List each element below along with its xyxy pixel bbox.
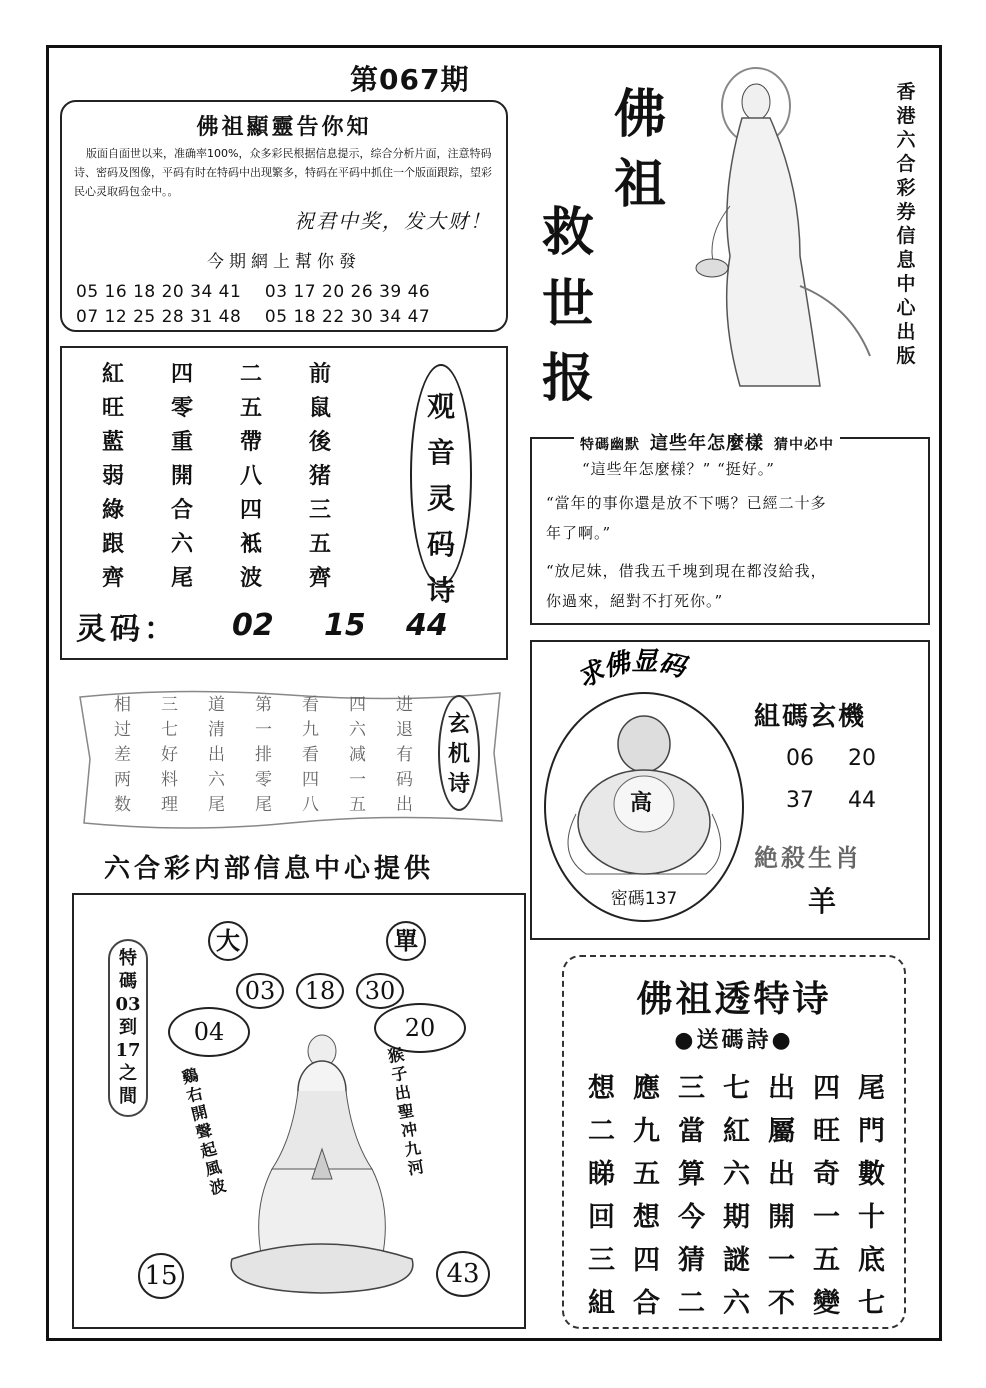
gao-char: 高 — [630, 790, 653, 816]
publisher-char: 六 — [896, 129, 916, 151]
mima-text: 密碼137 — [610, 889, 678, 909]
buddha-box — [530, 640, 930, 940]
poem-char: 重 — [171, 429, 194, 455]
tou-poem-char: 合 — [633, 1288, 660, 1319]
net-numbers-row-2: 07 12 25 28 31 48 05 18 22 30 34 47 — [76, 307, 431, 327]
poem-char: 尾 — [171, 565, 194, 591]
scroll-char: 零 — [255, 770, 272, 790]
ling-label: 灵码： — [76, 612, 178, 647]
scroll-char: 数 — [114, 795, 131, 815]
tou-poem-char: 七 — [723, 1073, 750, 1104]
vertical-char: 風 — [203, 1157, 224, 1180]
poem-title-char: 诗 — [426, 574, 455, 607]
poem-title-char: 码 — [426, 528, 455, 561]
joke-line: “當年的事你還是放不下嗎？已經二十多 — [546, 494, 827, 512]
side-left-number: 04 — [168, 1007, 250, 1057]
joke-line: 你過來，絕對不打死你。” — [546, 592, 724, 610]
scroll-char: 四 — [349, 695, 366, 715]
poem-char: 鼠 — [309, 395, 332, 421]
publisher-char: 息 — [896, 249, 916, 271]
poem-char: 齊 — [102, 565, 125, 591]
tou-poem-box — [562, 955, 906, 1329]
vertical-char: 波 — [207, 1175, 228, 1198]
tema-char: 之 — [119, 1063, 137, 1084]
scroll-char: 排 — [255, 745, 272, 765]
title-fo: 佛 — [614, 84, 667, 145]
scroll-char: 六 — [349, 720, 366, 740]
tou-poem-char: 期 — [723, 1202, 750, 1233]
zuma-number: 20 — [848, 746, 876, 771]
publisher-char: 信 — [896, 225, 916, 247]
poem-char: 六 — [171, 531, 194, 557]
guanyin-poem-grid — [102, 358, 378, 594]
scroll-char: 出 — [208, 745, 225, 765]
tou-poem-char: 尾 — [858, 1073, 885, 1104]
notice-title: 佛祖顯靈告你知 — [196, 114, 372, 140]
poem-char: 綠 — [102, 497, 125, 523]
title-zu: 祖 — [614, 154, 667, 215]
tou-poem-char: 睇 — [588, 1159, 615, 1190]
zuma-number: 06 — [786, 746, 814, 771]
scroll-char: 四 — [302, 770, 319, 790]
vertical-char: 河 — [406, 1156, 426, 1179]
top-number-circle: 03 — [236, 973, 284, 1009]
scroll-char: 出 — [396, 795, 413, 815]
poem-char: 袛 — [240, 531, 263, 557]
tou-poem-char: 六 — [723, 1159, 750, 1190]
tou-poem-title: 佛祖透特诗 — [636, 978, 832, 1020]
scroll-char: 退 — [396, 720, 413, 740]
tou-poem-char: 開 — [768, 1202, 795, 1233]
notice-box — [60, 100, 508, 332]
scroll-char: 过 — [114, 720, 131, 740]
joke-header-left: 特碼幽默 — [580, 437, 640, 453]
scroll-char: 有 — [396, 745, 413, 765]
vertical-char: 猴 — [386, 1044, 406, 1067]
tou-poem-char: 二 — [588, 1116, 615, 1147]
tou-poem-char: 十 — [858, 1202, 885, 1233]
tou-poem-char: 當 — [678, 1116, 705, 1147]
scroll-char: 六 — [208, 770, 225, 790]
poem-char: 五 — [309, 531, 332, 557]
poem-char: 五 — [240, 395, 263, 421]
bottom-left-number: 15 — [138, 1253, 184, 1299]
xuanji-title — [438, 695, 480, 811]
tou-poem-char: 今 — [678, 1202, 705, 1233]
svg-text:求佛显码 — [573, 647, 692, 694]
poem-char: 跟 — [102, 531, 125, 557]
poem-title-char: 观 — [426, 390, 455, 423]
scroll-char: 八 — [302, 795, 319, 815]
scroll-char: 两 — [114, 770, 131, 790]
tou-poem-char: 三 — [588, 1245, 615, 1276]
poem-char: 四 — [171, 361, 194, 387]
poem-title-char: 玄 — [447, 711, 470, 737]
poem-char: 齊 — [309, 565, 332, 591]
net-numbers-row-1: 05 16 18 20 34 41 03 17 20 26 39 46 — [76, 282, 431, 302]
tou-poem-char: 六 — [723, 1288, 750, 1319]
publisher-char: 中 — [896, 273, 916, 295]
tou-poem-char: 不 — [768, 1288, 795, 1319]
tou-poem-char: 屬 — [768, 1116, 795, 1147]
tou-poem-char: 謎 — [723, 1245, 750, 1276]
bottom-right-number: 43 — [436, 1251, 490, 1297]
tou-poem-char: 旺 — [813, 1116, 840, 1147]
tou-poem-char: 五 — [633, 1159, 660, 1190]
issue-number: 第067期 — [350, 63, 470, 96]
dan-circle: 單 — [386, 921, 426, 961]
ling-number: 44 — [406, 608, 448, 643]
scroll-char: 看 — [302, 695, 319, 715]
publisher-char: 出 — [896, 321, 916, 343]
poem-char: 八 — [240, 463, 263, 489]
poem-char: 帶 — [240, 429, 263, 455]
scroll-char: 第 — [255, 695, 272, 715]
publisher-char: 心 — [896, 297, 916, 319]
publisher-char: 港 — [896, 105, 916, 127]
publisher-char: 版 — [896, 345, 916, 367]
top-number-circle: 30 — [356, 973, 404, 1009]
poem-char: 二 — [240, 361, 263, 387]
publisher-text — [893, 80, 919, 368]
guanyin-image-box — [72, 893, 526, 1329]
scroll-char: 七 — [161, 720, 178, 740]
tou-poem-char: 猜 — [678, 1245, 705, 1276]
joke-line: 年了啊。” — [546, 524, 612, 542]
title-jiu: 救 — [542, 202, 595, 263]
tou-poem-char: 出 — [768, 1159, 795, 1190]
publisher-char: 合 — [896, 153, 916, 175]
guanyin-poem-box — [60, 346, 508, 660]
joke-line: “這些年怎麼樣？” “挺好。” — [582, 460, 775, 478]
poem-char: 零 — [171, 395, 194, 421]
tou-poem-char: 門 — [858, 1116, 885, 1147]
tou-poem-grid — [588, 1067, 903, 1325]
publisher-char: 券 — [896, 201, 916, 223]
poem-char: 開 — [171, 463, 194, 489]
poem-char: 旺 — [102, 395, 125, 421]
tema-char: 碼 — [119, 971, 137, 992]
notice-wish: 祝君中奖，发大财！ — [294, 209, 492, 233]
tou-poem-char: 底 — [858, 1245, 885, 1276]
poem-char: 弱 — [102, 463, 125, 489]
vertical-char: 起 — [198, 1138, 219, 1162]
scroll-char: 清 — [208, 720, 225, 740]
tou-poem-char: 四 — [633, 1245, 660, 1276]
vertical-char: 出 — [393, 1082, 413, 1104]
vertical-char: 開 — [189, 1101, 210, 1125]
poem-title-char: 灵 — [426, 482, 455, 515]
tou-poem-char: 三 — [678, 1073, 705, 1104]
tou-poem-char: 一 — [768, 1245, 795, 1276]
xuanji-grid — [114, 693, 443, 818]
tema-char: 17 — [115, 1040, 141, 1061]
poem-char: 藍 — [102, 429, 125, 455]
provider-text: 六合彩内部信息中心提供 — [104, 854, 435, 884]
vertical-char: 聖 — [396, 1100, 416, 1123]
xuanji-scroll — [70, 683, 506, 831]
scroll-char: 理 — [161, 795, 178, 815]
zuma-label: 組碼玄機 — [754, 702, 867, 732]
tou-poem-char: 紅 — [723, 1116, 750, 1147]
poem-title-char: 音 — [426, 436, 455, 469]
scroll-char: 一 — [349, 770, 366, 790]
net-numbers-label: 今期網上幫你發 — [207, 252, 361, 272]
poem-char: 波 — [240, 565, 263, 591]
scroll-char: 三 — [161, 695, 178, 715]
tou-poem-subtitle: ●送碼詩● — [674, 1027, 794, 1053]
standing-guanyin-illustration — [690, 56, 880, 396]
vertical-char: 冲 — [399, 1119, 419, 1141]
scroll-char: 进 — [396, 695, 413, 715]
joke-box — [530, 433, 930, 625]
tou-poem-char: 四 — [813, 1073, 840, 1104]
scroll-char: 减 — [349, 745, 366, 765]
scroll-char: 看 — [302, 745, 319, 765]
vertical-char: 九 — [403, 1138, 423, 1160]
tema-char: 間 — [119, 1086, 137, 1107]
tou-poem-char: 想 — [633, 1202, 660, 1233]
scroll-char: 尾 — [208, 795, 225, 815]
tou-poem-char: 五 — [813, 1245, 840, 1276]
joke-line: “放尼妹，借我五千塊到現在都沒給我， — [546, 562, 827, 580]
jue-label: 絶殺生肖 — [754, 843, 862, 872]
scroll-char: 九 — [302, 720, 319, 740]
tou-poem-char: 算 — [678, 1159, 705, 1190]
scroll-char: 五 — [349, 795, 366, 815]
tou-poem-char: 應 — [633, 1073, 660, 1104]
poem-char: 前 — [309, 361, 332, 387]
notice-body: 版面自面世以来，准确率100%，众多彩民根据信息提示，综合分析片面，注意特码诗、密码及图像，平码有时在特码中出现繁多，特码在平码中抓住一个版面跟踪，望彩民心灵取码包金中。。 — [74, 147, 492, 198]
tou-poem-char: 回 — [588, 1202, 615, 1233]
poem-char: 後 — [309, 429, 332, 455]
tou-poem-char: 組 — [588, 1288, 615, 1319]
tou-poem-char: 數 — [858, 1159, 885, 1190]
scroll-char: 好 — [161, 745, 178, 765]
tema-char: 特 — [119, 948, 137, 969]
da-circle: 大 — [208, 921, 248, 961]
scroll-char: 尾 — [255, 795, 272, 815]
ling-number: 15 — [324, 608, 366, 643]
poem-title-char: 机 — [447, 741, 470, 767]
scroll-char: 差 — [114, 745, 131, 765]
poem-char: 猪 — [309, 463, 332, 489]
tou-poem-char: 想 — [588, 1073, 615, 1104]
vertical-char: 右 — [184, 1083, 205, 1106]
scroll-char: 相 — [114, 695, 131, 715]
scroll-char: 码 — [396, 770, 413, 790]
zuma-number: 44 — [848, 788, 876, 813]
top-number-circle: 18 — [296, 973, 344, 1009]
publisher-char: 香 — [896, 81, 916, 103]
joke-header — [574, 429, 840, 455]
tou-poem-char: 七 — [858, 1288, 885, 1319]
publisher-char: 彩 — [896, 177, 916, 199]
ling-number: 02 — [232, 608, 274, 643]
vertical-char: 子 — [389, 1063, 409, 1085]
side-right-number: 20 — [374, 1003, 466, 1053]
joke-title: 這些年怎麼樣 — [650, 433, 764, 454]
title-shi: 世 — [542, 274, 595, 335]
tou-poem-char: 出 — [768, 1073, 795, 1104]
zuma-number: 37 — [786, 788, 814, 813]
jue-value: 羊 — [808, 885, 837, 918]
tou-poem-char: 二 — [678, 1288, 705, 1319]
vertical-char: 鷄 — [180, 1065, 201, 1088]
tou-poem-char: 變 — [813, 1288, 840, 1319]
vertical-char: 聲 — [193, 1120, 215, 1143]
scroll-char: 道 — [208, 695, 225, 715]
tou-poem-char: 一 — [813, 1202, 840, 1233]
tema-char: 到 — [119, 1017, 137, 1038]
title-bao: 报 — [542, 348, 595, 409]
poem-title-char: 诗 — [447, 771, 470, 797]
poem-char: 三 — [309, 497, 332, 523]
poem-char: 合 — [171, 497, 194, 523]
poem-char: 紅 — [102, 361, 125, 387]
arc-text: 求佛显码 — [572, 646, 689, 695]
guanyin-poem-title — [410, 364, 472, 607]
tema-char: 03 — [115, 994, 141, 1015]
poem-char: 四 — [240, 497, 263, 523]
tou-poem-char: 九 — [633, 1116, 660, 1147]
scroll-char: 一 — [255, 720, 272, 740]
tema-range-box — [108, 939, 148, 1117]
joke-header-right: 猜中必中 — [774, 437, 834, 453]
buddha-oval — [544, 692, 744, 922]
tou-poem-char: 奇 — [813, 1159, 840, 1190]
scroll-char: 料 — [161, 770, 178, 790]
